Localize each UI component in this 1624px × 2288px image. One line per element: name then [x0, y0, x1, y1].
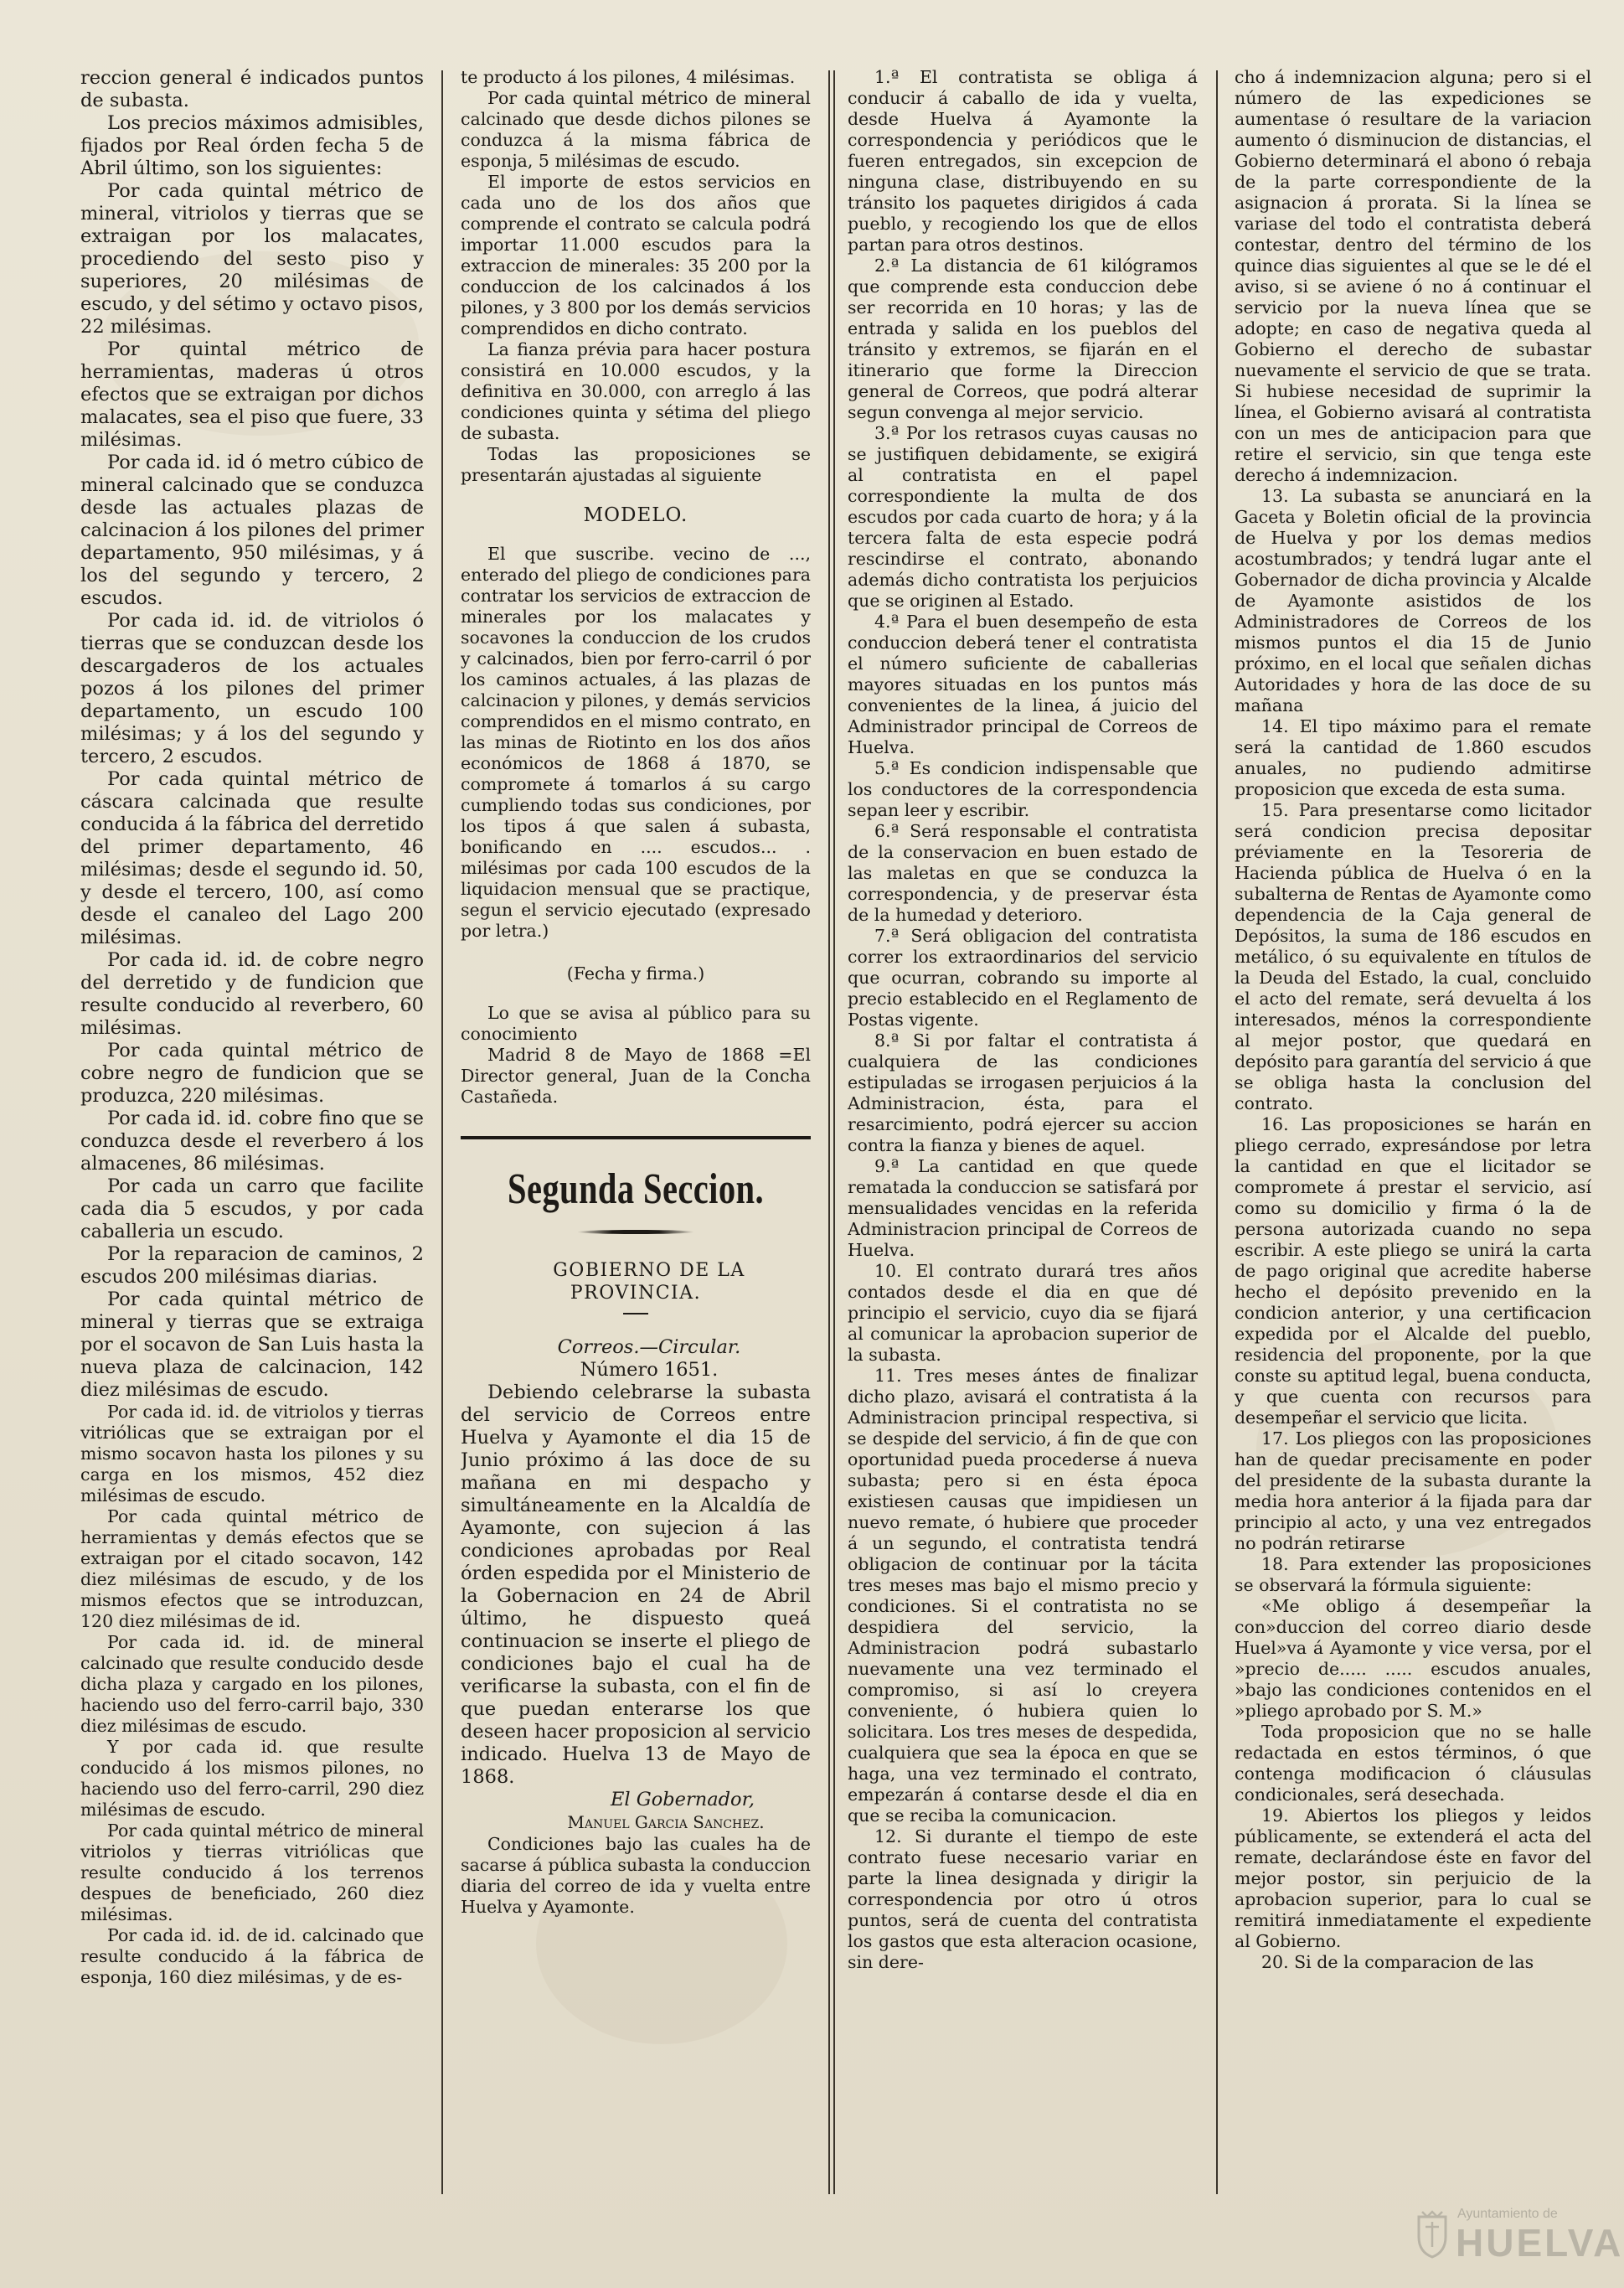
paragraph: El que suscribe. vecino de ..., enterado del pliego de condiciones para contratar los servicios de extraccion de minerales por los malacates y socavones la conduccion de los crudos y calcinados, bien por ferro-carril ó por los caminos actuales, á las plazas de calcinacion y pilones, y demás servicios comprendidos en el mismo contrato, en las minas de Riotinto en los dos años económicos de 1868 á 1870, se compromete á tomarlos á su cargo cumpliendo todas sus condiciones, por los tipos á que salen á subasta, bonificando en .... escudos... . milésimas por cada 100 escudos de la liquidacion mensual que se practique, segun el servicio ejecutado (expresado por letra.) [461, 544, 811, 941]
column-rule [1216, 70, 1218, 2194]
paragraph: 1.ª El contratista se obliga á conducir á caballo de ida y vuelta, desde Huelva á Ayamonte la correspondencia y periódicos que le fueren entregados, sin excepcion de ninguna clase, distribuyendo en su tránsito los paquetes dirigidos á cada pueblo, y recogiendo los que de ellos partan para otros destinos. [848, 67, 1198, 255]
paragraph: 6.ª Será responsable el contratista de la conservacion en buen estado de las maletas en que se conduzca la correspondencia, y de preservar ésta de la humedad y deterioro. [848, 821, 1198, 925]
column-4 [1235, 67, 1591, 2220]
modelo-heading: MODELO. [583, 504, 688, 526]
paragraph: Por cada quintal métrico de cáscara calcinada que resulte conducida á la fábrica del derretido del primer departamento, 46 milésimas; desde el segundo id. 50, y desde el tercero, 100, así como desde el canaleo del Lago 200 milésimas. [80, 768, 424, 948]
paragraph: Todas las proposiciones se presentarán ajustadas al siguiente [461, 444, 811, 485]
paragraph: Por cada id. id. de id. calcinado que resulte conducido á la fábrica de esponja, 160 diez milésimas, y de es- [80, 1925, 424, 1987]
paragraph: Debiendo celebrarse la subasta del servicio de Correos entre Huelva y Ayamonte el dia 15 de Junio próximo á las doce de su mañana en mi despacho y simultáneamente en la Alcaldía de Ayamonte, con sujecion á las condiciones aprobadas por Real órden espedida por el Ministerio de la Gobernacion en 24 de Abril último, he dispuesto queá continuacion se inserte el pliego de condiciones bajo el cual ha de verificarse la subasta, con el fin de que puedan enterarse los que deseen hacer proposicion al servicio indicado. Huelva 13 de Mayo de 1868. [461, 1382, 811, 1788]
column-rule [828, 70, 830, 2194]
paragraph: 2.ª La distancia de 61 kilógramos que comprende esta conduccion debe ser recorrida en 10 horas; y las de entrada y salida en los pueblos del tránsito y extremos, se fijarán en el itinerario que forme la Direccion general de Correos, que podrá alterar segun convenga al mejor servicio. [848, 256, 1198, 422]
paragraph: 9.ª La cantidad en que quede rematada la conduccion se satisfará por mensualidades vencidas en la referida Administracion principal de Correos de Huelva. [848, 1156, 1198, 1260]
paragraph: 17. Los pliegos con las proposiciones han de quedar precisamente en poder del presidente de la subasta durante la media hora anterior á la fijada para dar principio al acto, y una vez entregados no podrán retirarse [1235, 1428, 1591, 1553]
paragraph: Por cada un carro que facilite cada dia 5 escudos, y por cada caballeria un escudo. [80, 1175, 424, 1242]
paragraph: Toda proposicion que no se halle redactada en estos términos, ó que contenga modificacion ó cláusulas condicionales, será desechada. [1235, 1722, 1591, 1805]
paragraph: Por cada quintal métrico de mineral calcinado que desde dichos pilones se conduzca á la misma fábrica de esponja, 5 milésimas de escudo. [461, 88, 811, 171]
paragraph: 10. El contrato durará tres años contados desde el dia en que dé principio el servicio, cuyo dia se fijará al comunicar la aprobacion superior de la subasta. [848, 1261, 1198, 1365]
column-rule [441, 70, 443, 2194]
paragraph: 5.ª Es condicion indispensable que los conductores de la correspondencia sepan leer y escribir. [848, 758, 1198, 820]
paragraph: Por cada id. id. de vitriolos ó tierras que se conduzcan desde los descargaderos de los actuales pozos á los pilones del primer departamento, un escudo 100 milésimas; y á los del segundo y tercero, 2 escudos. [80, 610, 424, 767]
watermark-small-text: Ayuntamiento de [1457, 2207, 1558, 2221]
paragraph: Los precios máximos admisibles, fijados por Real órden fecha 5 de Abril último, son los siguientes: [80, 112, 424, 179]
paragraph: 20. Si de la comparacion de las [1261, 1952, 1534, 1972]
paragraph: 7.ª Será obligacion del contratista correr los extraordinarios del servicio que ocurran, cobrando su importe al precio establecido en el Reglamento de Postas vigente. [848, 926, 1198, 1030]
paragraph: La fianza prévia para hacer postura consistirá en 10.000 escudos, y la definitiva en 30.000, con arreglo á las condiciones quinta y sétima del pliego de subasta. [461, 339, 811, 443]
paragraph: Por cada id. id. de mineral calcinado que resulte conducido desde dicha plaza y cargado en los pilones, haciendo uso del ferro-carril bajo, 330 diez milésimas de escudo. [80, 1632, 424, 1736]
paragraph: Por la reparacion de caminos, 2 escudos 200 milésimas diarias. [80, 1243, 424, 1288]
gobierno-heading: GOBIERNO DE LA PROVINCIA. [553, 1260, 745, 1304]
paragraph: Por cada quintal métrico de mineral vitriolos y tierras vitriólicas que resulte conducido á los terrenos despues de beneficiado, 260 diez milésimas. [80, 1821, 424, 1924]
section-title: Segunda Seccion. [507, 1165, 764, 1213]
paragraph: cho á indemnizacion alguna; pero si el número de las expediciones se aumentase ó resultare de la variacion aumento ó disminucion de distancias, el Gobierno determinará el abono ó rebaja de la parte correspondiente de la asignacion á prorata. Si la línea se variase del todo el contratista deberá contestar, dentro del término de los quince dias siguientes al que se le dé el aviso, si se aviene ó no á continuar el servicio por la nueva línea que se adopte; en caso de negativa queda al Gobierno el derecho de subastar nuevamente el servicio de que se trata. Si hubiese necesidad de suprimir la línea, el Gobierno avisará al contratista con un mes de anticipacion para que retire el servicio, sin que tenga este derecho á indemnizacion. [1235, 67, 1591, 485]
paragraph: Por cada quintal métrico de mineral, vitriolos y tierras que se extraigan por los malacates, procediendo del sesto piso y superiores, 20 milésimas de escudo, y del sétimo y octavo pisos, 22 milésimas. [80, 180, 424, 338]
paragraph: 12. Si durante el tiempo de este contrato fuese necesario variar en parte la linea designada y dirigir la correspondencia por otro ú otros puntos, será de cuenta del contratista los gastos que esta alteracion ocasione, sin dere- [848, 1826, 1198, 1972]
paragraph: «Me obligo á desempeñar la con»duccion del correo diario desde Huel»va á Ayamonte y vice versa, por el »precio de..... ..... escudos anuales, »bajo las condiciones contenidos en el »pliego aprobado por S. M.» [1235, 1596, 1591, 1721]
paragraph: 11. Tres meses ántes de finalizar dicho plazo, avisará el contratista á la Administracion principal respectiva, si se despide del servicio, á fin de que con oportunidad pueda procederse á nueva subasta; pero si en ésta época existiesen causas que impidiesen un nuevo remate, ó hubiere que proceder á un segundo, el contratista tendrá obligacion de continuar por la tácita tres meses mas bajo el mismo precio y condiciones. Si el contratista no se despidiera del servicio, la Administracion podrá subastarlo nuevamente una vez terminado el compromiso, si así lo creyera conveniente, ó hubiera quien lo solicitara. Los tres meses de despedida, cualquiera que sea la época en que se haga, una vez terminado el contrato, empezarán á contarse desde el dia en que se reciba la comunicacion. [848, 1366, 1198, 1826]
fecha-y-firma: (Fecha y firma.) [566, 963, 705, 984]
column-1 [80, 67, 424, 2220]
watermark-big-text: HUELVA [1456, 2221, 1624, 2265]
paragraph: Por cada id. id. cobre fino que se conduzca desde el reverbero á los almacenes, 86 milésimas. [80, 1108, 424, 1175]
paragraph: 13. La subasta se anunciará en la Gaceta y Boletin oficial de la provincia de Huelva y por los demas medios acostumbrados; y tendrá lugar ante el Gobernador de dicha provincia y Alcalde de Ayamonte asistidos de los Administradores de Correos de los mismos puntos el dia 15 de Junio próximo, en el local que señalen dichas Autoridades y hora de las doce de su mañana [1235, 486, 1591, 715]
column-2 [461, 67, 811, 2220]
paragraph: 4.ª Para el buen desempeño de esta conduccion deberá tener el contratista el número suficiente de caballerias mayores situadas en los puntos más convenientes de la linea, á juicio del Administrador principal de Correos de Huelva. [848, 612, 1198, 757]
section-divider [461, 1136, 811, 1139]
signer-name: Manuel Garcia Sanchez. [567, 1812, 765, 1832]
circular-heading: Correos.—Circular. [557, 1336, 741, 1358]
paragraph: reccion general é indicados puntos de subasta. [80, 67, 424, 111]
paragraph: Por cada id. id ó metro cúbico de mineral calcinado que se conduzca desde las actuales plazas de calcinacion á los pilones del primer departamento, 950 milésimas, y á los del segundo y tercero, 2 escudos. [80, 452, 424, 609]
short-dash [623, 1313, 648, 1314]
paragraph: El importe de estos servicios en cada uno de los dos años que comprende el contrato se calcula podrá importar 11.000 escudos para la extraccion de minerales: 35 200 por la conduccion de los calcinados á los pilones, y 3 800 por los demás servicios comprendidos en dicho contrato. [461, 172, 811, 338]
paragraph: Madrid 8 de Mayo de 1868 =El Director general, Juan de la Concha Castañeda. [461, 1045, 811, 1107]
paragraph: Y por cada id. que resulte conducido á los mismos pilones, no haciendo uso del ferro-carril, 290 diez milésimas de escudo. [80, 1737, 424, 1820]
paragraph: Por cada quintal métrico de mineral y tierras que se extraiga por el socavon de San Luis hasta la nueva plaza de calcinacion, 142 diez milésimas de escudo. [80, 1289, 424, 1401]
paragraph: 19. Abiertos los pliegos y leidos públicamente, se extenderá el acta del remate, declarándose éste en favor del mejor postor, sin perjuicio de la aprobacion superior, para lo cual se remitirá inmediatamente el expediente al Gobierno. [1235, 1805, 1591, 1951]
paragraph: Por cada id. id. de vitriolos y tierras vitriólicas que se extraigan por el mismo socavon hasta los pilones y su carga en los mismos, 452 diez milésimas de escudo. [80, 1402, 424, 1506]
paragraph: 3.ª Por los retrasos cuyas causas no se justifiquen debidamente, se exigirá al contratista en el papel correspondiente la multa de dos escudos por cada cuarto de hora; y á la tercera falta de esta especie podrá rescindirse el contrato, abonando además dicho contratista los perjuicios que se originen al Estado. [848, 423, 1198, 611]
paragraph: 15. Para presentarse como licitador será condicion precisa depositar préviamente en la Tesoreria de Hacienda pública de Huelva ó en la subalterna de Rentas de Ayamonte como dependencia de la Caja general de Depósitos, la suma de 186 escudos en metálico, ó su equivalente en títulos de la Deuda del Estado, la cual, concluido el acto del remate, será devuelta á los interesados, ménos la correspondiente al mejor postor, que quedará en depósito para garantía del servicio á que se obliga hasta la conclusion del contrato. [1235, 800, 1591, 1113]
paragraph: 18. Para extender las proposiciones se observará la fórmula siguiente: [1235, 1554, 1591, 1595]
paragraph: 8.ª Si por faltar el contratista á cualquiera de las condiciones estipuladas se irrogasen perjuicios á la Administracion, ésta, para el resarcimiento, podrá ejercer su accion contra la fianza y bienes de aquel. [848, 1030, 1198, 1155]
column-3 [848, 67, 1198, 2220]
ayuntamiento-watermark [1414, 2202, 1624, 2275]
coat-of-arms-icon [1414, 2208, 1451, 2260]
paragraph: 14. El tipo máximo para el remate será la cantidad de 1.860 escudos anuales, no pudiendo admitirse proposicion que exceda de esta suma. [1235, 716, 1591, 799]
paragraph: Por cada quintal métrico de herramientas y demás efectos que se extraigan por el citado socavon, 142 diez milésimas de escudo, y de los mismos efectos que se introduzcan, 120 diez milésimas de id. [80, 1506, 424, 1631]
paragraph: 16. Las proposiciones se harán en pliego cerrado, expresándose por letra la cantidad en que el licitador se compromete á prestar el servicio, así como su domicilio y firma ó la de persona autorizada cuando no sepa escribir. A este pliego se unirá la carta de pago original que acredite haberse hecho el depósito prevenido en la condicion anterior, y una certificacion expedida por el Alcalde del pueblo, residencia del proponente, por la que conste su aptitud legal, buena conducta, y que cuenta con recursos para desempeñar el servicio que licita. [1235, 1114, 1591, 1428]
paragraph: Por cada quintal métrico de cobre negro de fundicion que se produzca, 220 milésimas. [80, 1040, 424, 1107]
paragraph: Por cada id. id. de cobre negro del derretido y de fundicion que resulte conducido al reverbero, 60 milésimas. [80, 949, 424, 1039]
ornament-rule [577, 1230, 694, 1234]
paragraph: Lo que se avisa al público para su conocimiento [461, 1003, 811, 1044]
paragraph: Por quintal métrico de herramientas, maderas ú otros efectos que se extraigan por dichos malacates, sea el piso que fuere, 33 milésimas. [80, 338, 424, 451]
paragraph: Condiciones bajo las cuales ha de sacarse á pública subasta la conduccion diaria del correo de ida y vuelta entre Huelva y Ayamonte. [461, 1834, 811, 1917]
signer-title: El Gobernador, [610, 1789, 755, 1810]
paragraph: te producto á los pilones, 4 milésimas. [461, 67, 796, 87]
circular-number: Número 1651. [580, 1359, 719, 1381]
column-rule [833, 70, 835, 2194]
